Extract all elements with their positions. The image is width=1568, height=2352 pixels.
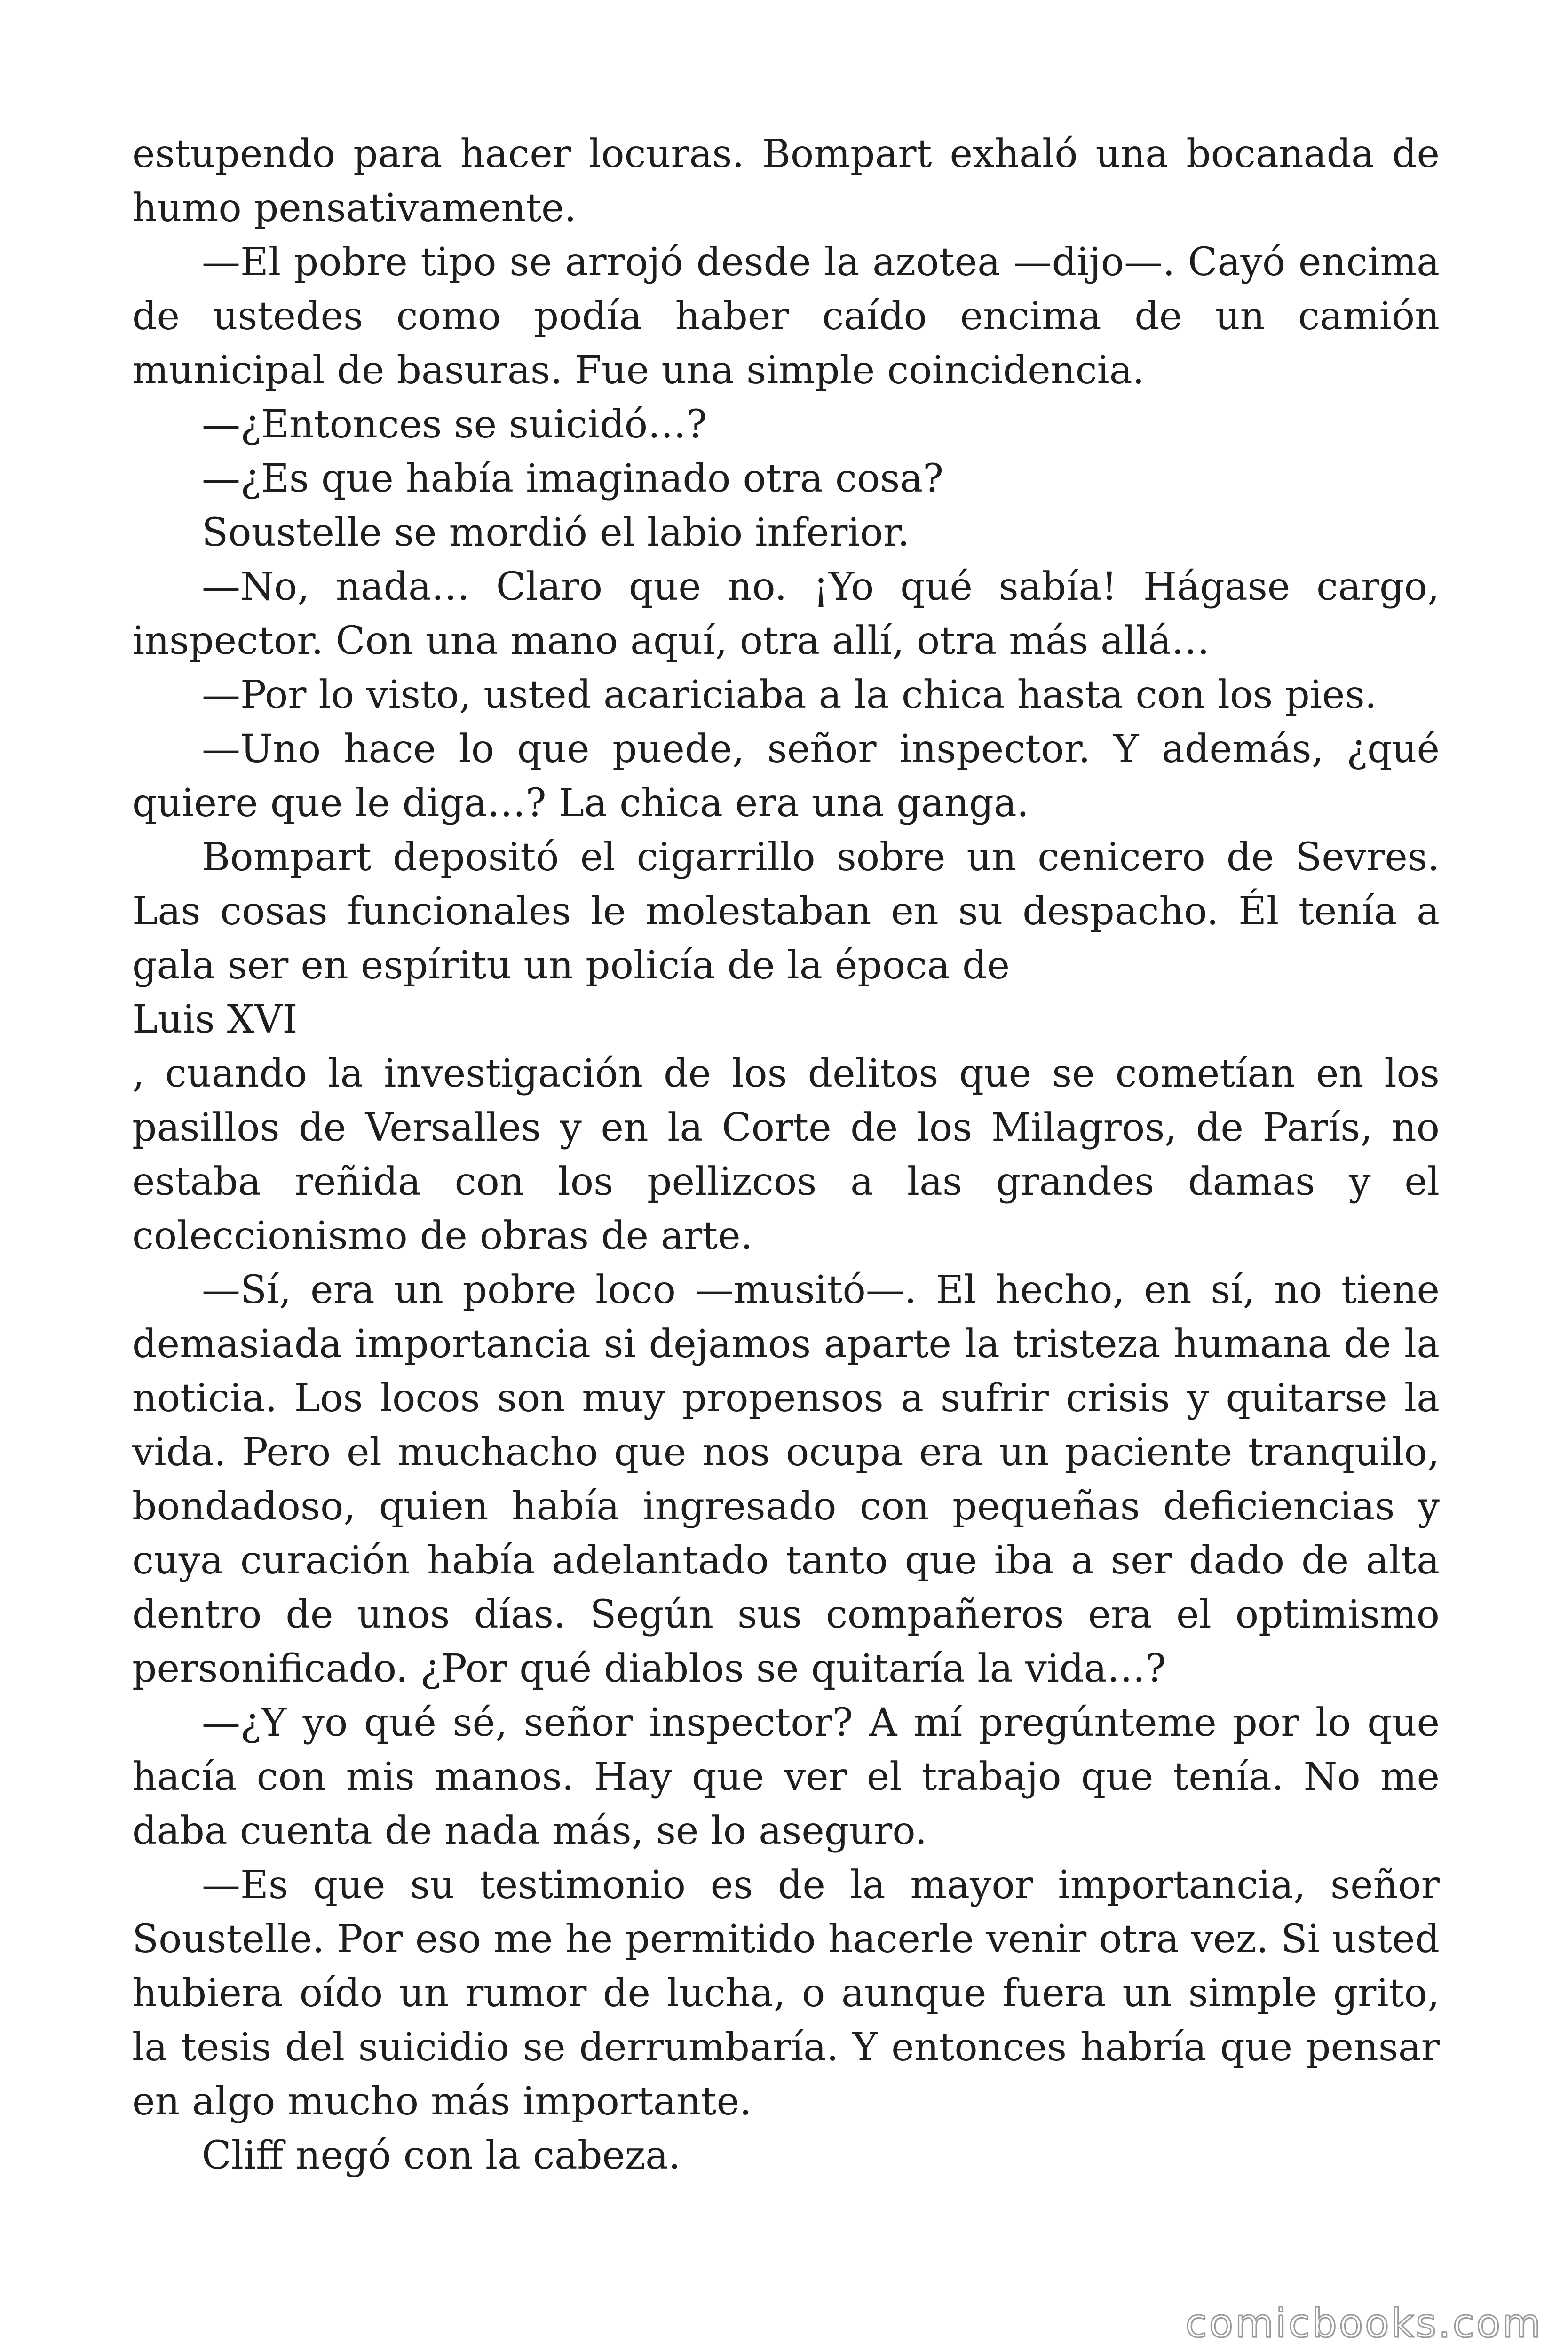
paragraph-8: —Uno hace lo que puede, señor inspector. Y además, ¿qué quiere que le diga…? La chica era una ganga. [132, 727, 1440, 826]
paragraph-7: —Por lo visto, usted acariciaba a la chica hasta con los pies. [202, 673, 1377, 717]
paragraph-10: Luis XVI [132, 997, 298, 1042]
paragraph-3: —¿Entonces se suicidó…? [202, 402, 707, 447]
paragraph-9: Bompart depositó el cigarrillo sobre un cenicero de Sevres. Las cosas funcionales le molestaban en su despacho. Él tenía a gala ser en espíritu un policía de la época de [132, 835, 1440, 988]
paragraph-14: —Es que su testimonio es de la mayor importancia, señor Soustelle. Por eso me he permitido hacerle venir otra vez. Si usted hubiera oído un rumor de lucha, o aunque fuera un simple grito, la tesis del suicidio se derrumbaría. Y entonces habría que pensar en algo mucho más importante. [132, 1863, 1440, 2124]
paragraph-4: —¿Es que había imaginado otra cosa? [202, 456, 944, 501]
watermark: comicbooks.com [1185, 2300, 1543, 2346]
paragraph-5: Soustelle se mordió el labio inferior. [202, 510, 910, 555]
paragraph-12: —Sí, era un pobre loco —musitó—. El hecho, en sí, no tiene demasiada importancia si dejamos aparte la tristeza humana de la noticia. Los locos son muy propensos a sufrir crisis y quitarse la vida. Pero el muchacho que nos ocupa era un paciente tranquilo, bondadoso, quien había ingresado con pequeñas deficiencias y cuya curación había adelantado tanto que iba a ser dado de alta dentro de unos días. Según sus compañeros era el optimismo personificado. ¿Por qué diablos se quitaría la vida…? [132, 1268, 1440, 1691]
body-text [132, 127, 1440, 2183]
paragraph-2: —El pobre tipo se arrojó desde la azotea —dijo—. Cayó encima de ustedes como podía haber caído encima de un camión municipal de basuras. Fue una simple coincidencia. [132, 240, 1440, 393]
paragraph-6: —No, nada… Claro que no. ¡Yo qué sabía! Hágase cargo, inspector. Con una mano aquí, otra allí, otra más allá… [132, 564, 1440, 663]
paragraph-1: estupendo para hacer locuras. Bompart exhaló una bocanada de humo pensativamente. [132, 132, 1440, 230]
paragraph-15: Cliff negó con la cabeza. [202, 2133, 681, 2178]
paragraph-13: —¿Y yo qué sé, señor inspector? A mí pregúnteme por lo que hacía con mis manos. Hay que ver el trabajo que tenía. No me daba cuenta de nada más, se lo aseguro. [132, 1700, 1440, 1853]
paragraph-11: , cuando la investigación de los delitos que se cometían en los pasillos de Versalles y en la Corte de los Milagros, de París, no estaba reñida con los pellizcos a las grandes damas y el coleccionismo de obras de arte. [132, 1051, 1440, 1258]
